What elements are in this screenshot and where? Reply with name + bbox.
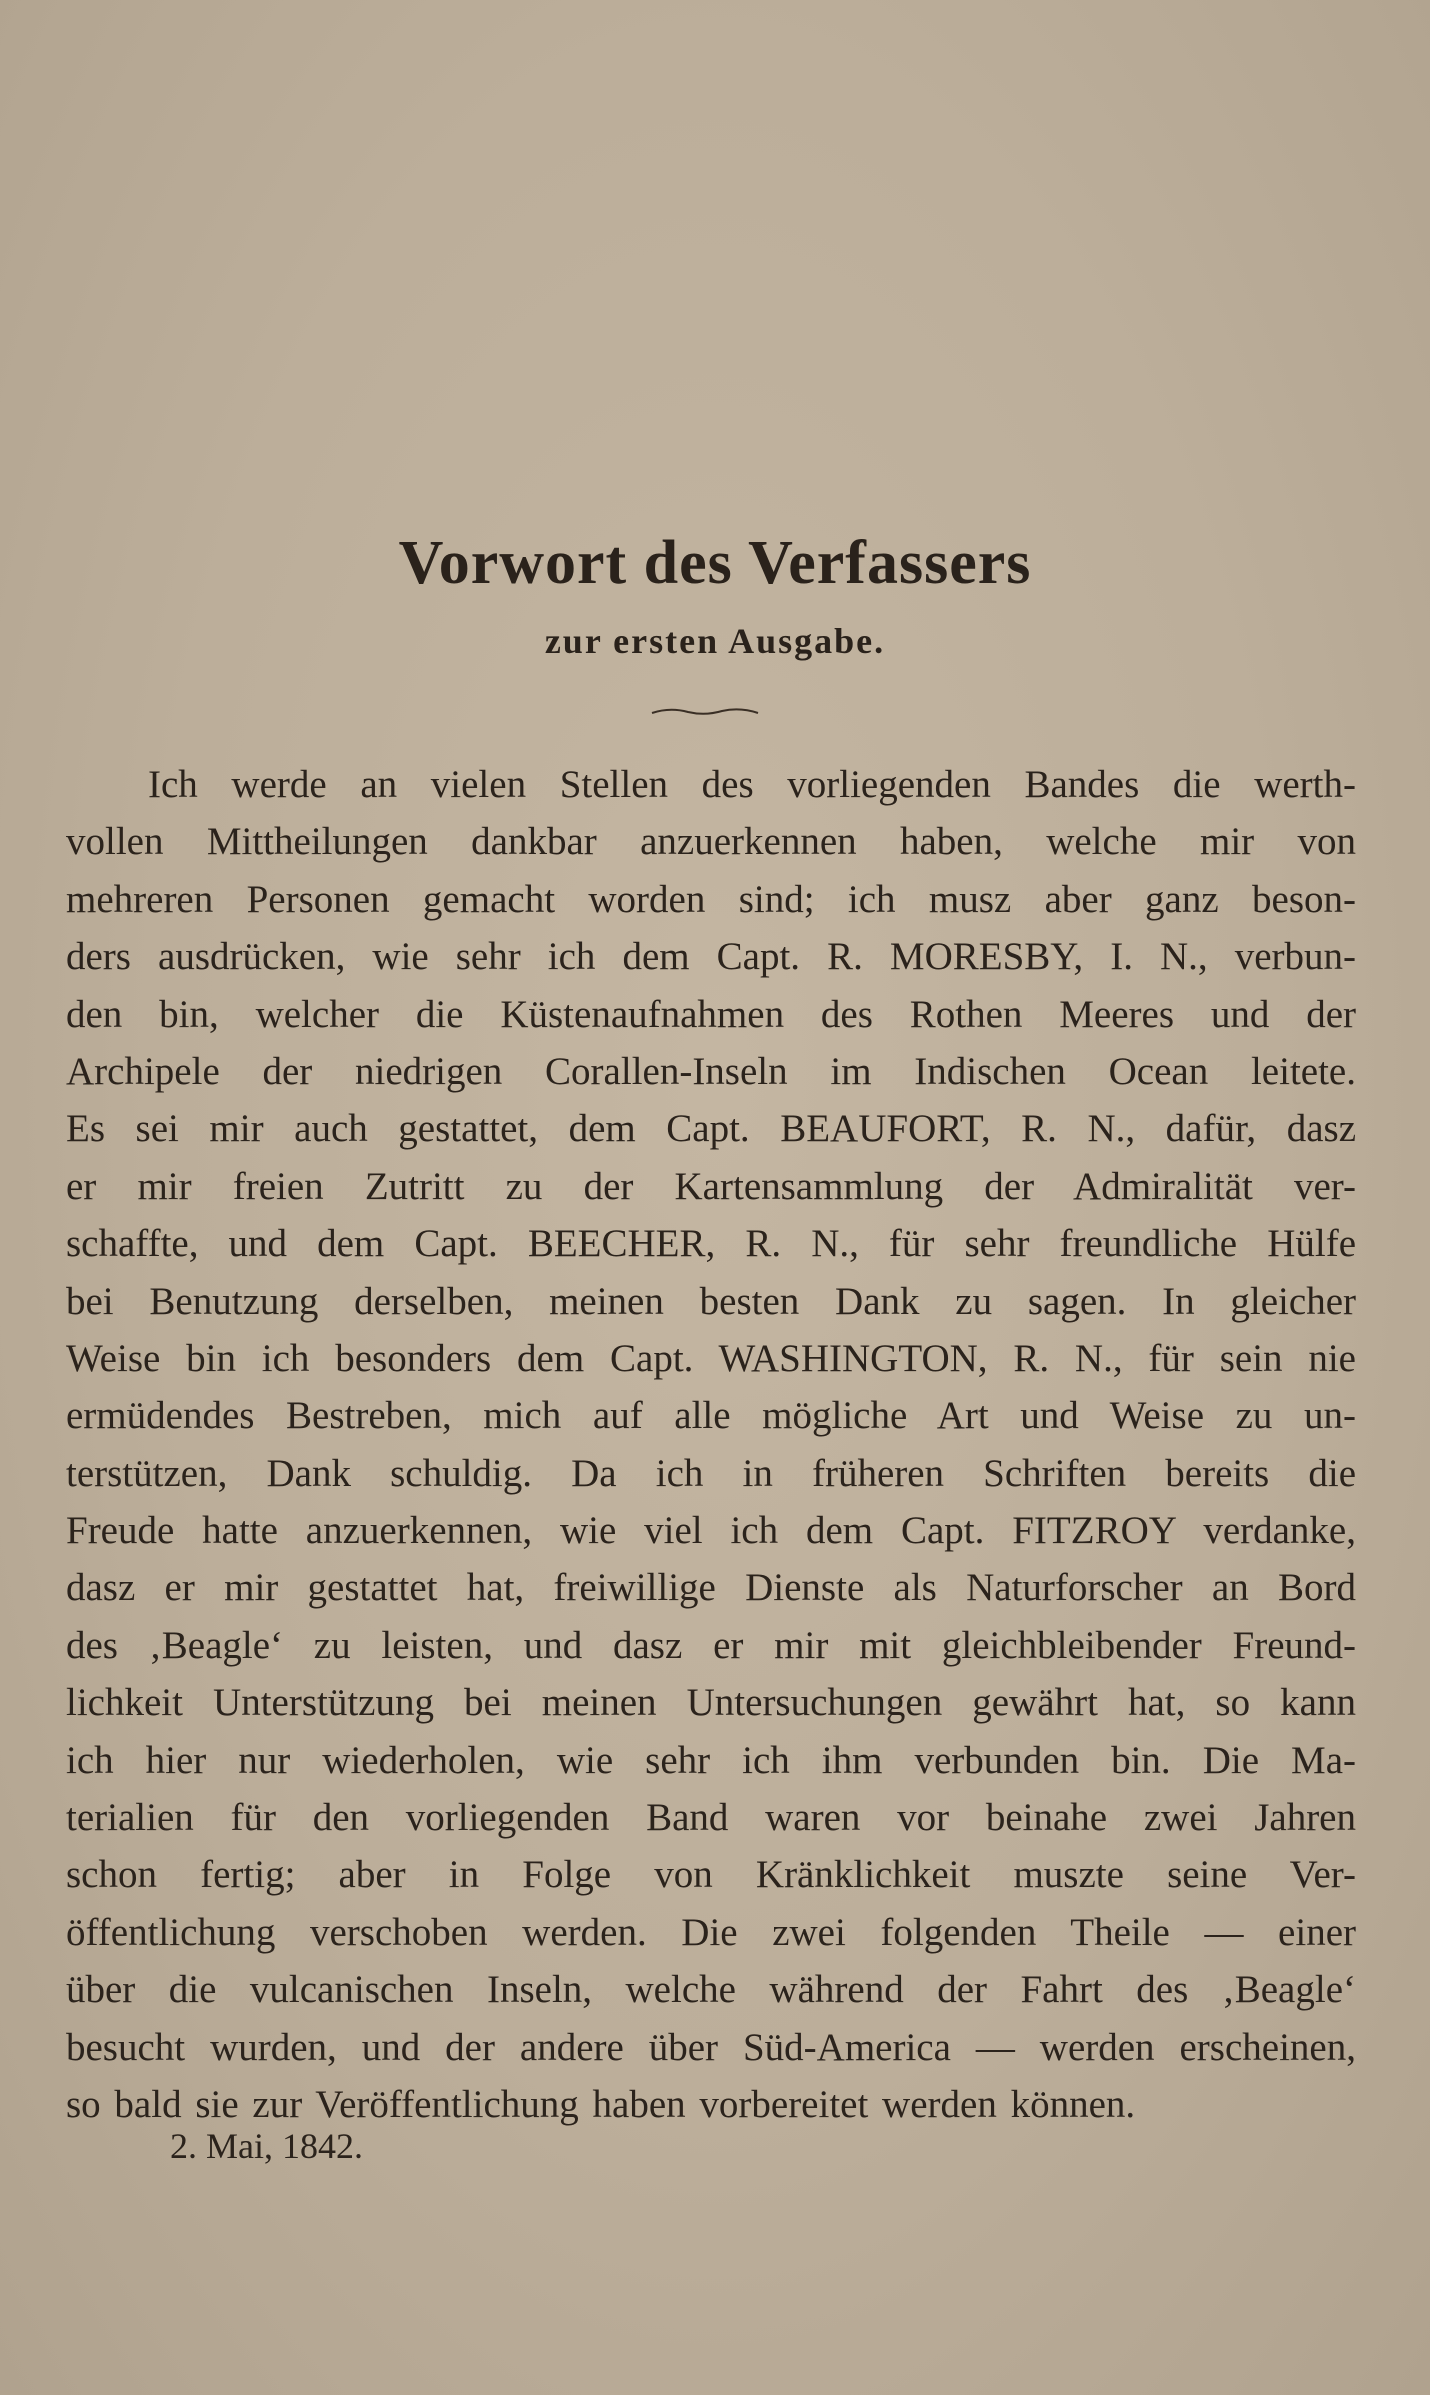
text-line: Archipele der niedrigen Corallen-Inseln im Indischen Ocean leitete. [66, 1049, 1356, 1093]
text-line: bei Benutzung derselben, meinen besten Dank zu sagen. In gleicher [66, 1279, 1356, 1323]
text-line: terialien für den vorliegenden Band waren vor beinahe zwei Jahren [66, 1796, 1356, 1840]
text-line: ders ausdrücken, wie sehr ich dem Capt. R. MORESBY, I. N., verbun- [66, 935, 1356, 979]
text-line: lichkeit Unterstützung bei meinen Untersuchungen gewährt hat, so kann [66, 1681, 1356, 1725]
text-line: ich hier nur wiederholen, wie sehr ich ihm verbunden bin. Die Ma- [66, 1738, 1356, 1782]
text-line: so bald sie zur Veröffentlichung haben vorbereitet werden können. [66, 2082, 1136, 2126]
decorative-rule [650, 705, 760, 717]
text-line: dasz er mir gestattet hat, freiwillige Dienste als Naturforscher an Bord [66, 1566, 1356, 1610]
text-line: Ich werde an vielen Stellen des vorliegenden Bandes die werth- [148, 763, 1356, 806]
text-line: Freude hatte anzuerkennen, wie viel ich dem Capt. FITZROY verdanke, [66, 1509, 1356, 1553]
text-line: schaffte, und dem Capt. BEECHER, R. N., für sehr freundliche Hülfe [66, 1222, 1356, 1266]
preface-body [66, 756, 1356, 2133]
text-line: vollen Mittheilungen dankbar anzuerkennen haben, welche mir von [66, 820, 1356, 864]
text-line: mehreren Personen gemacht worden sind; ich musz aber ganz beson- [66, 877, 1356, 921]
page-title: Vorwort des Verfassers [398, 529, 1032, 597]
text-line: über die vulcanischen Inseln, welche während der Fahrt des ‚Beagle‘ [66, 1968, 1356, 2012]
text-line: ermüdendes Bestreben, mich auf alle mögliche Art und Weise zu un- [66, 1394, 1356, 1438]
text-line: Weise bin ich besonders dem Capt. WASHINGTON, R. N., für sein nie [66, 1336, 1356, 1380]
text-line: besucht wurden, und der andere über Süd-America — werden erscheinen, [66, 2025, 1356, 2069]
preface-date: 2. Mai, 1842. [170, 2126, 363, 2166]
text-line: schon fertig; aber in Folge von Kränklichkeit muszte seine Ver- [66, 1853, 1356, 1897]
text-line: den bin, welcher die Küstenaufnahmen des Rothen Meeres und der [66, 992, 1356, 1036]
text-line: er mir freien Zutritt zu der Kartensammlung der Admiralität ver- [66, 1164, 1356, 1208]
text-line: Es sei mir auch gestattet, dem Capt. BEAUFORT, R. N., dafür, dasz [66, 1107, 1356, 1151]
text-line: terstützen, Dank schuldig. Da ich in früheren Schriften bereits die [66, 1451, 1356, 1495]
text-line: öffentlichung verschoben werden. Die zwei folgenden Theile — einer [66, 1910, 1356, 1954]
page-subtitle: zur ersten Ausgabe. [544, 621, 886, 661]
text-line: des ‚Beagle‘ zu leisten, und dasz er mir mit gleichbleibender Freund- [66, 1623, 1356, 1667]
